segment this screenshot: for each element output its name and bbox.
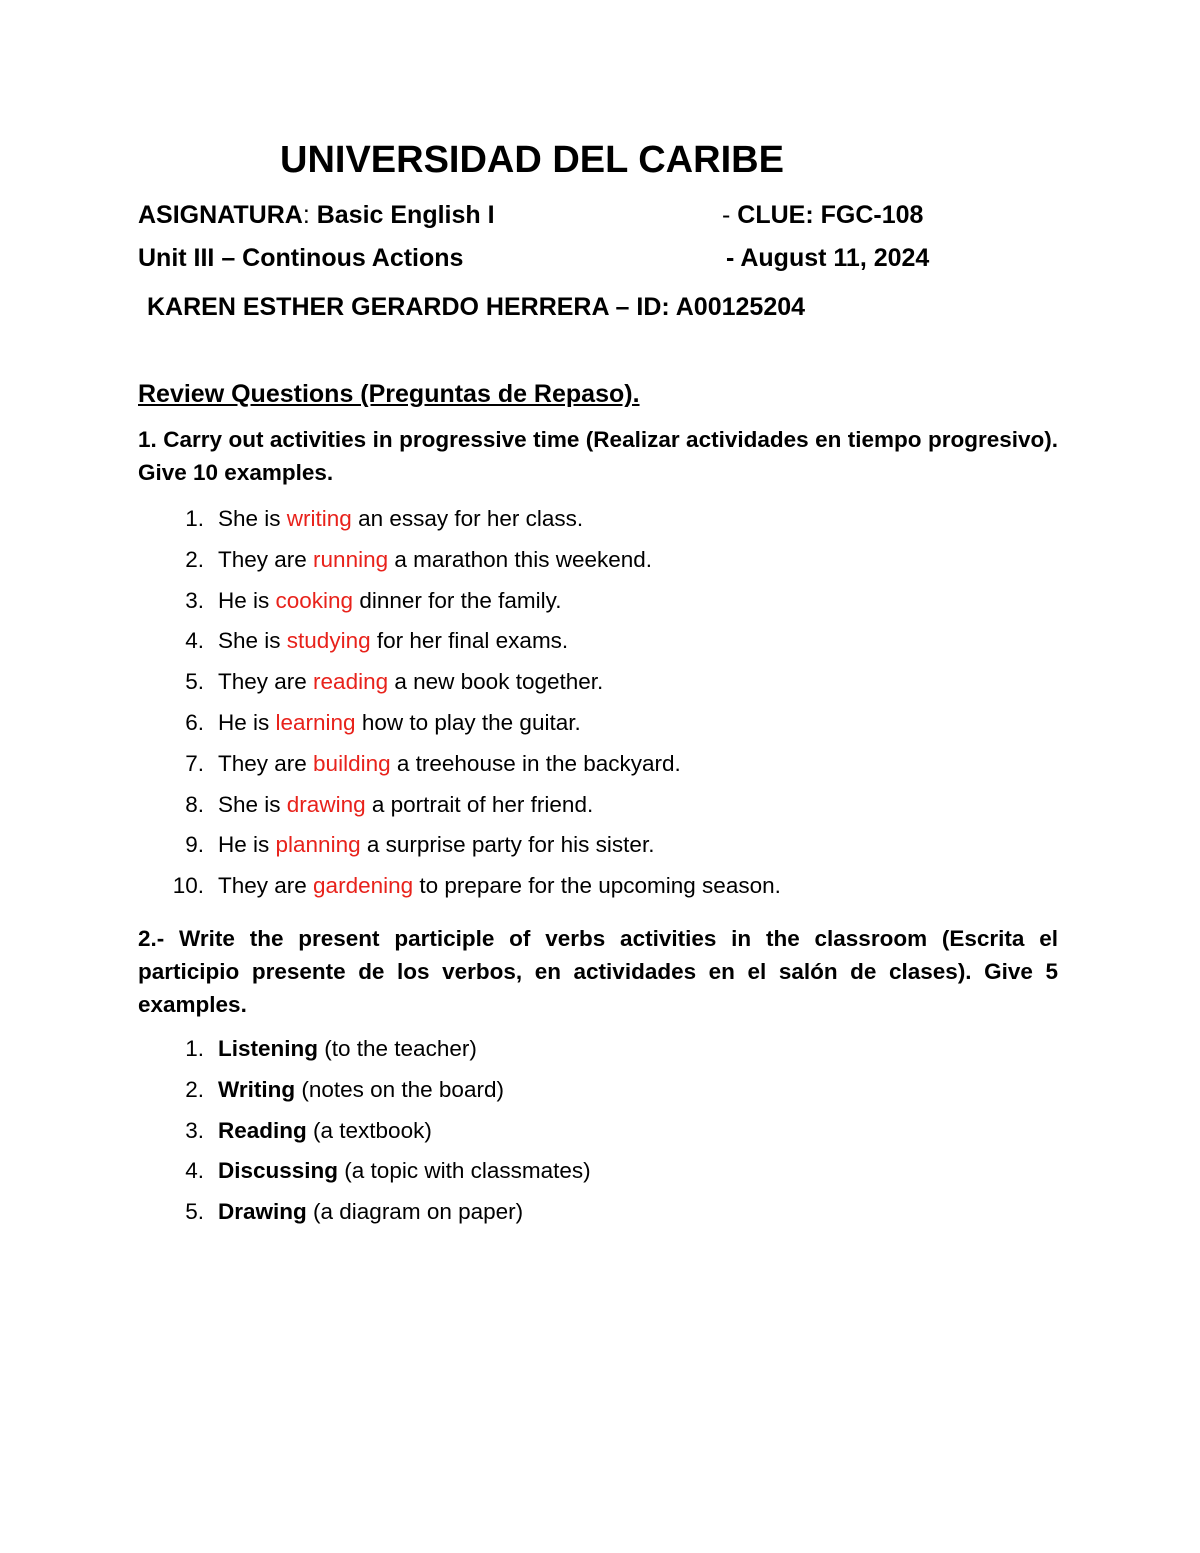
- list-item-number: 1.: [185, 506, 204, 531]
- list-item-number: 5.: [185, 1199, 204, 1225]
- sentence-end: a treehouse in the backyard.: [390, 750, 681, 776]
- list-item-text: [218, 1076, 504, 1104]
- review-questions-title: Review Questions (Preguntas de Repaso).: [138, 380, 640, 408]
- sentence-start: He is: [218, 587, 276, 613]
- sentence-start: They are: [218, 873, 314, 899]
- progressive-verb: planning: [275, 832, 361, 858]
- clue-line: [722, 201, 923, 230]
- list-item-text: [218, 668, 603, 696]
- sentence-end: a surprise party for his sister.: [360, 832, 655, 858]
- list-item-text: [218, 791, 593, 819]
- sentence-end: how to play the guitar.: [355, 710, 581, 735]
- list-item-text: [218, 546, 652, 574]
- participle-word: Discussing: [218, 1158, 339, 1184]
- progressive-verb: building: [313, 750, 391, 776]
- participle-word: Listening: [218, 1036, 318, 1061]
- list-item-number: 3.: [185, 587, 204, 613]
- list-item-text: [218, 505, 583, 533]
- clue-text: CLUE: FGC-108: [730, 201, 924, 229]
- list-item-number: 6.: [185, 710, 204, 735]
- list-item-number: 9.: [185, 832, 204, 858]
- list-item-number: 10.: [172, 873, 204, 899]
- sentence-end: to prepare for the upcoming season.: [413, 873, 781, 899]
- sentence-end: dinner for the family.: [353, 587, 562, 613]
- progressive-verb: studying: [286, 628, 371, 654]
- progressive-verb: learning: [275, 710, 356, 735]
- unit-line: Unit III – Continous Actions: [138, 244, 464, 272]
- participle-context: (a topic with classmates): [338, 1158, 591, 1184]
- list-item-text: [218, 1157, 591, 1185]
- progressive-verb: reading: [313, 669, 389, 695]
- participle-word: Drawing: [218, 1199, 307, 1225]
- list-item-number: 2.: [185, 1076, 204, 1102]
- list-item-number: 2.: [185, 546, 204, 572]
- sentence-start: She is: [218, 628, 287, 654]
- list-item-text: [218, 1117, 432, 1145]
- sentence-end: a new book together.: [388, 669, 604, 695]
- subject-label: ASIGNATURA: [138, 201, 303, 229]
- sentence-start: She is: [218, 506, 287, 531]
- list-item-number: 5.: [185, 669, 204, 695]
- question-1: 1. Carry out activities in progressive time (Realizar actividades en tiempo progresivo). Give 10 examples.: [138, 427, 1058, 485]
- question-2: 2.- Write the present participle of verbs activities in the classroom (Escrita el participio presente de los verbos, en actividades en el salón de clases). Give 5 examples.: [138, 926, 1058, 1017]
- subject-value: Basic English I: [309, 201, 495, 229]
- sentence-start: She is: [218, 791, 287, 817]
- list-item-text: [218, 627, 568, 655]
- list-item-number: 8.: [185, 791, 204, 817]
- progressive-verb: cooking: [275, 587, 354, 613]
- progressive-verb: drawing: [286, 791, 366, 817]
- subject-line: [138, 201, 495, 230]
- subject-separator: :: [302, 201, 310, 229]
- list-item-text: [218, 1198, 523, 1226]
- list-item-text: [218, 709, 581, 737]
- list-item-number: 4.: [185, 1158, 204, 1184]
- list-item-number: 4.: [185, 628, 204, 654]
- participle-word: Reading: [218, 1117, 307, 1143]
- sentence-start: They are: [218, 750, 314, 776]
- sentence-start: He is: [218, 832, 276, 858]
- list-item-number: 3.: [185, 1117, 204, 1143]
- sentence-start: They are: [218, 669, 314, 695]
- sentence-end: an essay for her class.: [351, 506, 584, 531]
- student-line: KAREN ESTHER GERARDO HERRERA – ID: A00125204: [147, 293, 806, 321]
- sentence-start: They are: [218, 546, 314, 572]
- participle-context: (to the teacher): [318, 1036, 477, 1061]
- list-item-text: [218, 587, 562, 615]
- list-item-text: [218, 750, 681, 778]
- sentence-end: for her final exams.: [370, 628, 569, 654]
- university-title: UNIVERSIDAD DEL CARIBE: [280, 139, 784, 181]
- progressive-verb: gardening: [313, 873, 414, 899]
- list-item-text: [218, 872, 781, 900]
- sentence-end: a marathon this weekend.: [388, 546, 653, 572]
- list-item-number: 7.: [185, 750, 204, 776]
- sentence-end: a portrait of her friend.: [365, 791, 594, 817]
- date-line: - August 11, 2024: [726, 244, 930, 272]
- sentence-start: He is: [218, 710, 276, 735]
- list-item-number: 1.: [185, 1036, 204, 1061]
- clue-dash: -: [722, 201, 731, 229]
- participle-context: (a diagram on paper): [306, 1199, 524, 1225]
- list-item-text: [218, 1035, 477, 1063]
- progressive-verb: running: [313, 546, 389, 572]
- participle-context: (notes on the board): [295, 1076, 504, 1102]
- list-item-text: [218, 831, 654, 859]
- participle-context: (a textbook): [306, 1117, 432, 1143]
- progressive-verb: writing: [286, 506, 352, 531]
- participle-word: Writing: [218, 1076, 296, 1102]
